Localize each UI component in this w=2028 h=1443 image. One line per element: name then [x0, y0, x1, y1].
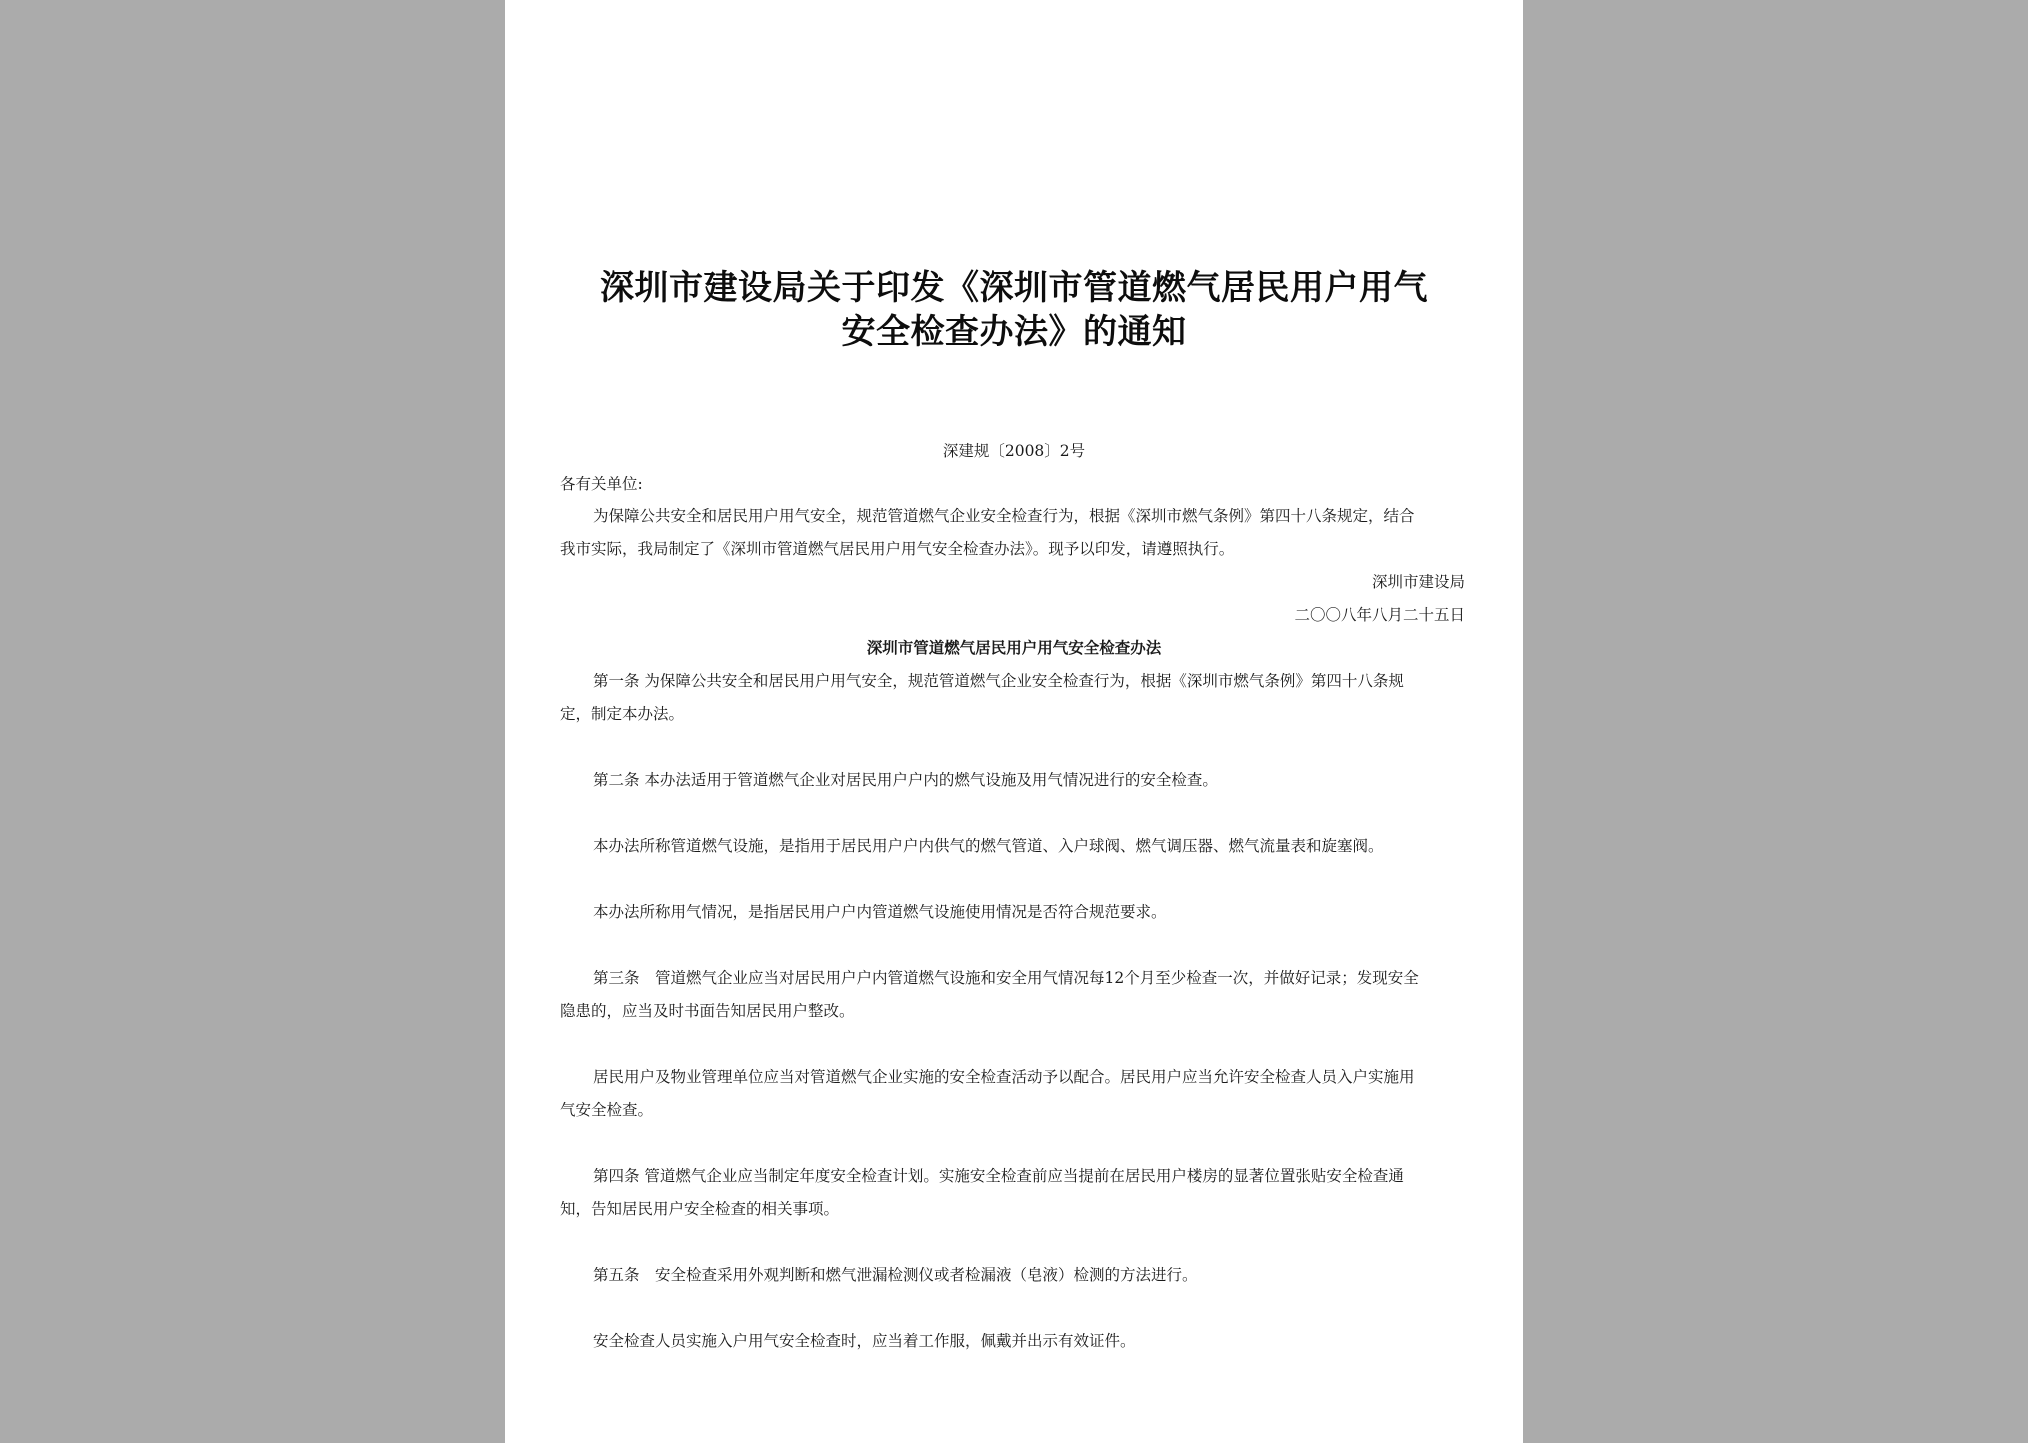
article-line: 定，制定本办法。: [560, 705, 685, 723]
article-line: 第五条 安全检查采用外观判断和燃气泄漏检测仪或者检漏液（皂液）检测的方法进行。: [593, 1266, 1198, 1284]
article-line: 第三条 管道燃气企业应当对居民用户户内管道燃气设施和安全用气情况每12个月至少检查一次，并做好记录；发现安全: [593, 969, 1419, 987]
article-line: 安全检查人员实施入户用气安全检查时，应当着工作服，佩戴并出示有效证件。: [593, 1332, 1136, 1350]
article-line: 隐患的，应当及时书面告知居民用户整改。: [560, 1002, 855, 1020]
article-line: 第四条 管道燃气企业应当制定年度安全检查计划。实施安全检查前应当提前在居民用户楼房的显著位置张贴安全检查通: [593, 1167, 1404, 1185]
document-page: [505, 0, 1523, 1443]
document-number: 深建规〔2008〕2号: [942, 442, 1086, 460]
intro-paragraph-line: 我市实际，我局制定了《深圳市管道燃气居民用户用气安全检查办法》。现予以印发，请遵照执行。: [560, 540, 1235, 558]
issue-date: 二〇〇八年八月二十五日: [1294, 606, 1465, 624]
issuer-signature: 深圳市建设局: [1371, 573, 1465, 591]
article-line: 气安全检查。: [560, 1101, 654, 1119]
document-title-line-2: 安全检查办法》的通知: [841, 312, 1187, 352]
document-title-line-1: 深圳市建设局关于印发《深圳市管道燃气居民用户用气: [600, 268, 1428, 308]
article-line: 本办法所称管道燃气设施，是指用于居民用户户内供气的燃气管道、入户球阀、燃气调压器、燃气流量表和旋塞阀。: [593, 837, 1384, 855]
article-line: 第一条 为保障公共安全和居民用户用气安全，规范管道燃气企业安全检查行为，根据《深圳市燃气条例》第四十八条规: [593, 672, 1404, 690]
article-line: 知，告知居民用户安全检查的相关事项。: [560, 1200, 840, 1218]
article-line: 居民用户及物业管理单位应当对管道燃气企业实施的安全检查活动予以配合。居民用户应当允许安全检查人员入户实施用: [593, 1068, 1415, 1086]
addressee: 各有关单位:: [560, 475, 643, 493]
article-line: 第二条 本办法适用于管道燃气企业对居民用户户内的燃气设施及用气情况进行的安全检查。: [593, 771, 1218, 789]
article-line: 本办法所称用气情况，是指居民用户户内管道燃气设施使用情况是否符合规范要求。: [593, 903, 1167, 921]
measures-title: 深圳市管道燃气居民用户用气安全检查办法: [866, 638, 1162, 657]
intro-paragraph-line: 为保障公共安全和居民用户用气安全，规范管道燃气企业安全检查行为，根据《深圳市燃气条例》第四十八条规定，结合: [593, 507, 1415, 525]
